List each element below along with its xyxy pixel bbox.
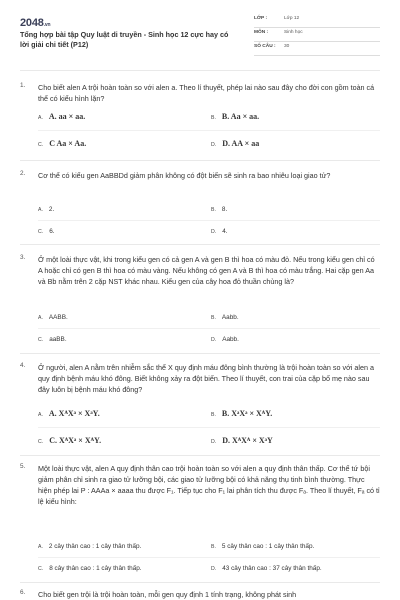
meta-value: 30 [284, 44, 290, 49]
option-letter: D. [211, 229, 217, 235]
option-letter: A. [38, 315, 43, 321]
q2-option-d[interactable] [211, 228, 228, 235]
option-text: 6. [49, 228, 55, 235]
q1-option-b[interactable] [211, 112, 259, 121]
option-letter: A. [38, 207, 43, 213]
option-text: 2. [48, 206, 55, 213]
question-number: 1. [20, 82, 26, 89]
site-logo[interactable] [20, 17, 50, 29]
q5-option-c[interactable] [38, 565, 142, 572]
q1-option-d[interactable] [211, 139, 259, 148]
meta-key: LỚP : [254, 16, 268, 21]
question-number: 4. [20, 362, 26, 369]
option-letter: B. [211, 115, 216, 121]
q4-option-c[interactable] [38, 436, 101, 445]
q3-option-d[interactable] [211, 336, 239, 343]
question-text: Ở một loài thực vật, khi trong kiểu gen có cả gen A và gen B thì hoa có màu đỏ. Nếu trong kiểu gen chỉ có A hoặc chỉ có gen B thì hoa có màu vàng. Nếu không có gen A và B thì hoa có màu trắng. Hai cặp gen Aa và Bb nằm trên 2 cặp NST khác nhau. Kiểu gen của cây hoa đỏ thuần chủng là? [38, 255, 375, 286]
option-text: B. Aa × aa. [221, 112, 260, 121]
q1-option-a[interactable] [38, 112, 85, 121]
option-text: Aabb. [221, 314, 239, 321]
option-letter: C. [38, 229, 44, 235]
document-title: Tổng hợp bài tập Quy luật di truyền - Sinh học 12 cực hay có lời giải chi tiết (P12) [20, 30, 229, 49]
option-text: A. XᴬXᵃ × XᵃY. [48, 409, 100, 418]
meta-row-count [254, 41, 380, 56]
meta-row-subject [254, 27, 380, 42]
question-text: Cơ thể có kiểu gen AaBBDd giảm phân không có đột biến sẽ sinh ra bao nhiêu loại giao tử? [38, 171, 331, 180]
option-text: C Aa × Aa. [49, 139, 87, 148]
option-letter: C. [38, 566, 44, 572]
question-text: Một loài thực vật, alen A quy định thân cao trội hoàn toàn so với alen a quy định thân thấp. Cơ thể tứ bội giảm phân chỉ sinh ra giao tử lưỡng bội, các giao tử lưỡng bội có khả năng thụ tinh bình thường. Thực hiện phép lai P : AAAa × aaaa thu được F₁. Tiếp tục cho F₁ lai phân tích thu được Fₐ. Theo lí thuyết, Fₐ có tỉ lệ kiểu hình: [38, 464, 380, 506]
q4-option-b[interactable] [211, 409, 272, 418]
option-text: C. XᴬXᵃ × XᴬY. [49, 436, 102, 445]
q5-option-b[interactable] [211, 543, 314, 550]
q2-option-a[interactable] [38, 206, 54, 213]
option-letter: C. [38, 439, 44, 445]
option-divider [38, 328, 380, 329]
question-number: 6. [20, 589, 26, 596]
question-text: Ở người, alen A nằm trên nhiễm sắc thể X quy định máu đông bình thường là trội hoàn toàn so với alen a quy định bệnh máu khó đông. Biết không xảy ra đột biến. Theo lí thuyết, con trai của cặp bố mẹ nào sau đây luôn bị bệnh máu khó đông? [38, 363, 374, 394]
option-divider [38, 220, 380, 221]
option-divider [38, 557, 380, 558]
option-text: 5 cây thân cao : 1 cây thân thấp. [221, 543, 315, 550]
divider [20, 160, 380, 161]
option-text: 8. [221, 206, 228, 213]
q5-option-a[interactable] [38, 543, 141, 550]
logo-text: 2048 [20, 17, 44, 29]
q3-option-c[interactable] [38, 336, 67, 343]
option-letter: A. [38, 115, 43, 121]
question-number: 3. [20, 254, 26, 261]
option-text: B. XᵃXᵃ × XᴬY. [221, 409, 273, 418]
option-letter: A. [38, 544, 43, 550]
q5-option-d[interactable] [211, 565, 322, 572]
question-text: Cho biết alen A trội hoàn toàn so với alen a. Theo lí thuyết, phép lai nào sau đây cho đời con gồm toàn cá thể có kiểu hình lặn? [38, 83, 375, 103]
q4-option-a[interactable] [38, 409, 100, 418]
divider [20, 70, 380, 71]
meta-key: MÔN : [254, 30, 269, 35]
option-letter: D. [211, 142, 217, 148]
option-text: 43 cây thân cao : 37 cây thân thấp. [222, 565, 322, 572]
divider [20, 353, 380, 354]
option-text: 2 cây thân cao : 1 cây thân thấp. [48, 543, 142, 550]
option-text: D. XᴬXᴬ × XᵃY [222, 436, 273, 445]
logo-suffix: .vn [43, 22, 51, 28]
q2-option-c[interactable] [38, 228, 55, 235]
meta-row-class [254, 13, 380, 28]
meta-key: SỐ CÂU : [254, 44, 276, 49]
option-letter: C. [38, 337, 44, 343]
option-letter: A. [38, 412, 43, 418]
option-letter: B. [211, 207, 216, 213]
option-letter: B. [211, 412, 216, 418]
option-letter: B. [211, 315, 216, 321]
option-text: D. AA × aa [222, 139, 260, 148]
q3-option-b[interactable] [211, 314, 239, 321]
q4-option-d[interactable] [211, 436, 273, 445]
q3-option-a[interactable] [38, 314, 68, 321]
option-letter: D. [211, 439, 217, 445]
option-text: A. aa × aa. [48, 112, 86, 121]
option-letter: D. [211, 566, 217, 572]
option-text: aaBB. [49, 336, 67, 343]
q1-option-c[interactable] [38, 139, 86, 148]
option-divider [38, 427, 380, 428]
meta-value: Sinh học [284, 30, 303, 35]
q2-option-b[interactable] [211, 206, 227, 213]
option-text: AABB. [48, 314, 68, 321]
option-divider [38, 130, 380, 131]
option-text: Aabb. [222, 336, 239, 343]
option-letter: D. [211, 337, 217, 343]
divider [20, 582, 380, 583]
question-text: Cho biết gen trội là trội hoàn toàn, mỗi gen quy định 1 tính trạng, không phát sinh [38, 590, 297, 599]
option-letter: C. [38, 142, 44, 148]
divider [20, 455, 380, 456]
option-text: 8 cây thân cao : 1 cây thân thấp. [49, 565, 142, 572]
option-letter: B. [211, 544, 216, 550]
question-number: 5. [20, 463, 26, 470]
meta-value: Lớp 12 [284, 16, 300, 21]
question-number: 2. [20, 170, 26, 177]
option-text: 4. [222, 228, 228, 235]
divider [20, 244, 380, 245]
